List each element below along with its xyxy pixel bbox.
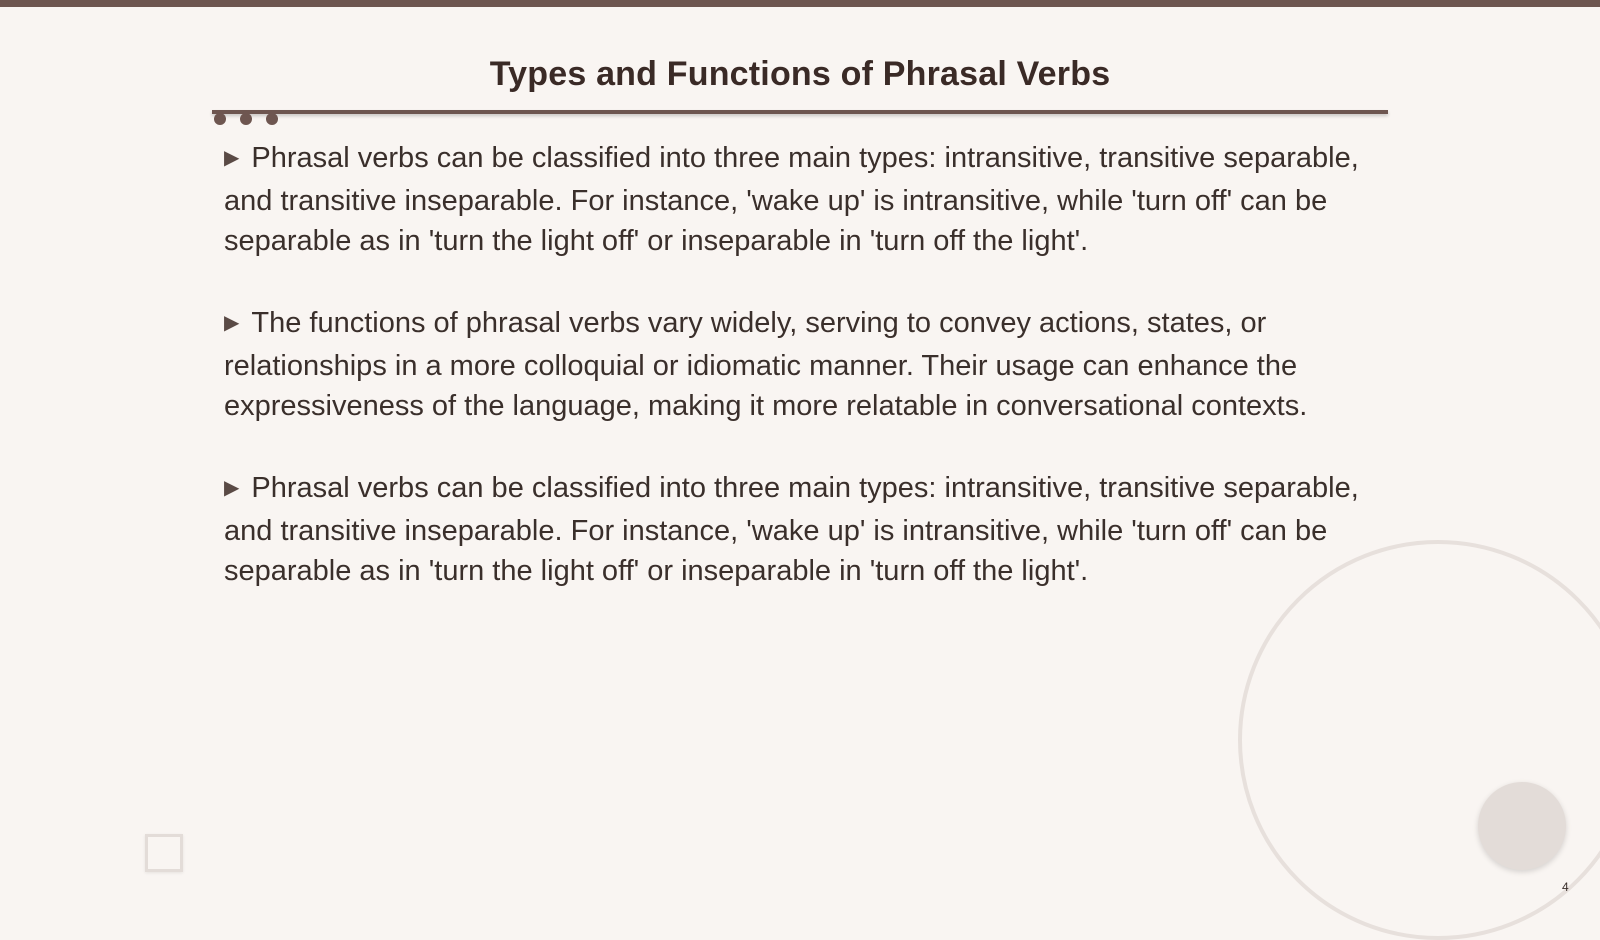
decorative-dot (240, 113, 252, 125)
decorative-circle (1478, 782, 1566, 870)
decorative-dot (214, 113, 226, 125)
bullet-text: Phrasal verbs can be classified into three main types: intransitive, transitive separable, and transitive inseparable. For instance, 'wake up' is intransitive, while 'turn off' can be separable as in 'turn the light off' or inseparable in 'turn off the light'. (224, 142, 1359, 257)
decorative-square (145, 834, 183, 872)
triangle-right-icon: ▶ (224, 147, 240, 169)
bullet-item (224, 468, 1384, 591)
slide-content (224, 138, 1384, 633)
triangle-right-icon: ▶ (224, 477, 240, 499)
bullet-item (224, 138, 1384, 261)
bullet-item (224, 303, 1384, 426)
bullet-text: Phrasal verbs can be classified into three main types: intransitive, transitive separable, and transitive inseparable. For instance, 'wake up' is intransitive, while 'turn off' can be separable as in 'turn the light off' or inseparable in 'turn off the light'. (224, 472, 1359, 587)
title-underline (212, 110, 1388, 114)
page-number: 4 (1562, 880, 1569, 894)
top-accent-bar (0, 0, 1600, 7)
bullet-text: The functions of phrasal verbs vary widely, serving to convey actions, states, or relationships in a more colloquial or idiomatic manner. Their usage can enhance the expressiveness of the language, making it more relatable in conversational contexts. (224, 307, 1308, 422)
decorative-dot (266, 113, 278, 125)
triangle-right-icon: ▶ (224, 312, 240, 334)
slide-title: Types and Functions of Phrasal Verbs (489, 55, 1111, 93)
